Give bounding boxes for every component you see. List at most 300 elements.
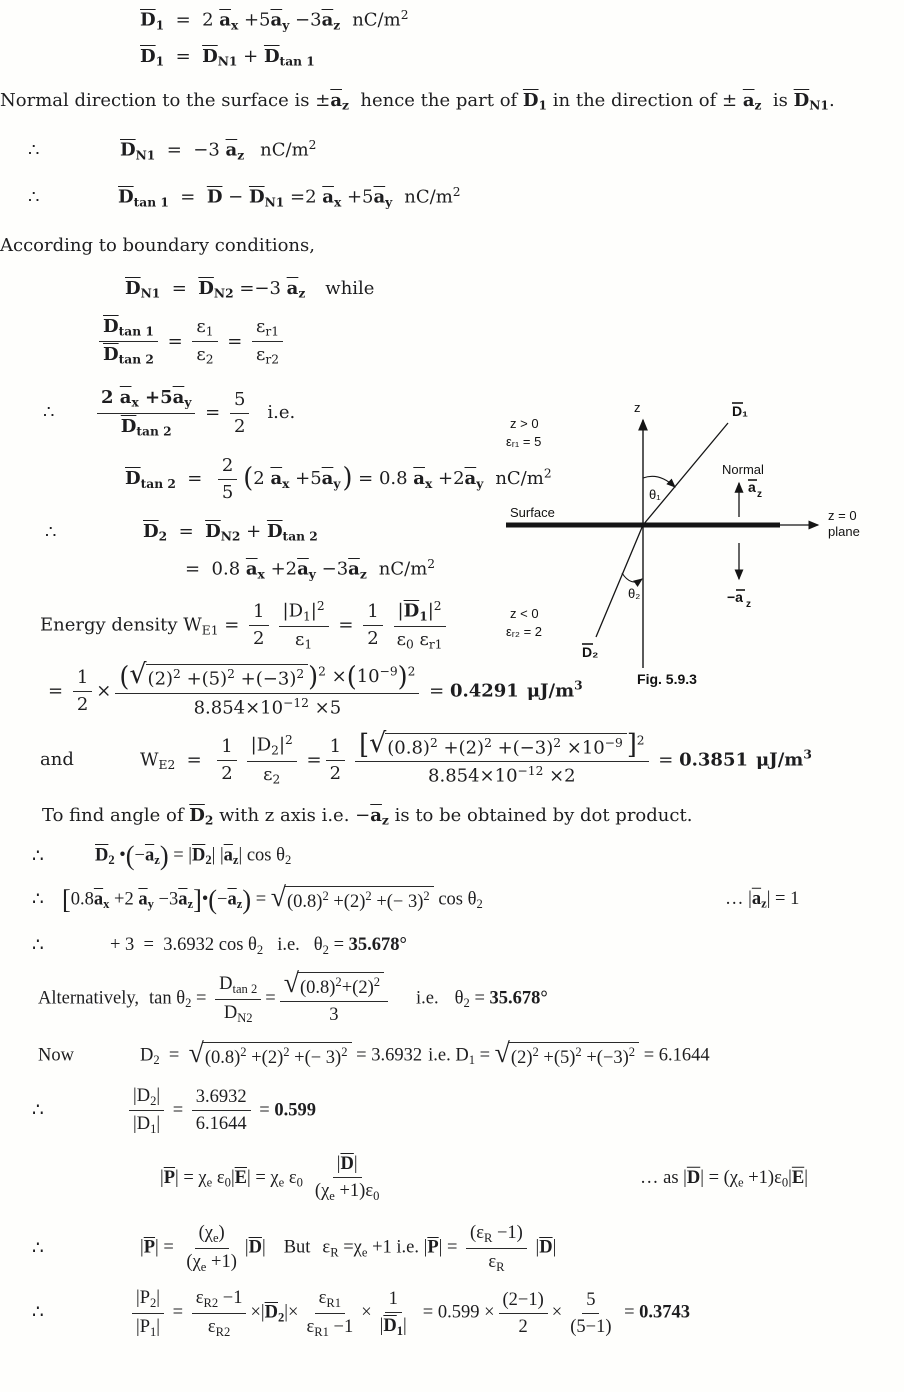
subscript: 2 — [150, 1093, 157, 1108]
math-text: = — [168, 1100, 188, 1121]
math-text: × — [551, 1302, 563, 1323]
bold-text: 0.3743 — [639, 1302, 691, 1323]
vector-symbol: $\overline{D}$ — [198, 277, 214, 299]
subscript: N1 — [217, 54, 238, 69]
vector-symbol: $\overline{D}$ — [120, 415, 137, 437]
vector-symbol: $\overline{a}$ — [321, 468, 334, 490]
math-text: To find angle of — [42, 805, 190, 827]
square-root — [129, 659, 308, 691]
figure-caption: Fig. 5.9.3 — [637, 671, 697, 687]
vector-symbol: $\overline{a}$ — [286, 277, 299, 299]
math-text: tan θ — [149, 988, 186, 1009]
fraction-denominator — [326, 761, 345, 785]
superscript: 2 — [427, 557, 436, 572]
subscript: r2 — [265, 352, 280, 367]
fraction-numerator — [582, 1289, 599, 1314]
math-text: 2 — [253, 628, 265, 649]
subscript: e — [278, 1175, 285, 1190]
math-text: i.e. — [416, 988, 439, 1009]
vector-symbol: $\overline{a}$ — [93, 888, 104, 909]
side-note — [725, 887, 799, 911]
fraction — [326, 736, 345, 784]
vector-symbol: $\overline{E}$ — [791, 1167, 805, 1188]
subscript: tan 1 — [133, 195, 169, 210]
subscript: R — [496, 1259, 505, 1274]
math-text: − — [134, 845, 145, 866]
z-axis-label: z — [634, 400, 641, 415]
math-text: = — [619, 1302, 640, 1323]
math-text: −1 — [328, 1316, 354, 1337]
theta1-label: θ₁ — [649, 487, 661, 502]
subscript: 1 — [155, 18, 165, 33]
fraction-denominator — [252, 342, 283, 367]
neg-az-label: −a — [727, 589, 743, 605]
vector-symbol: $\overline{D}$ — [248, 1237, 262, 1258]
math-text: +(2) — [246, 1048, 284, 1069]
fraction — [252, 316, 283, 368]
math-text: 0.8 — [70, 888, 94, 909]
vector-symbol: $\overline{D}$ — [120, 139, 136, 161]
line-prefix: ∴ — [32, 935, 44, 956]
math-text: = | — [168, 845, 192, 866]
az-sub-label: z — [757, 489, 762, 500]
math-text: • — [201, 888, 209, 909]
math-text: = 2 — [164, 9, 220, 31]
fraction-numerator — [97, 387, 195, 413]
subscript: R1 — [326, 1295, 342, 1310]
vector-symbol: $\overline{a}$ — [219, 9, 231, 31]
fraction — [192, 1086, 251, 1135]
subscript: z — [232, 853, 239, 868]
big-delimiter: ] — [626, 729, 637, 761]
vector-symbol: $\overline{D}$ — [263, 45, 280, 67]
fraction-denominator — [249, 626, 268, 650]
math-text: = 6.1644 — [639, 1045, 710, 1066]
subscript: 2 — [476, 896, 483, 911]
fraction-numerator — [385, 1288, 402, 1313]
math-text: + — [237, 45, 264, 67]
vector-symbol: $\overline{a}$ — [119, 387, 132, 409]
subscript: x — [230, 18, 239, 33]
math-text: = — [167, 521, 206, 543]
fraction-numerator — [99, 316, 158, 342]
fraction — [230, 389, 249, 437]
subscript: y — [333, 476, 341, 491]
fraction — [311, 1153, 384, 1204]
subscript: z — [154, 853, 160, 868]
para-normal-direction — [0, 84, 835, 118]
math-text: Normal direction to the surface is ± — [0, 89, 331, 111]
math-text: 1 — [388, 1288, 398, 1309]
subscript: tan 2 — [136, 424, 172, 439]
eq-p2-p1-ratio — [0, 1287, 904, 1340]
superscript: 2 — [400, 8, 409, 22]
math-text: × — [361, 1302, 372, 1323]
math-text: −3 — [153, 888, 179, 909]
d2-label: D₂ — [582, 644, 599, 660]
superscript: 2 — [240, 1045, 247, 1060]
fraction-numerator — [230, 389, 249, 414]
subscript: e — [206, 1175, 213, 1190]
math-text: with z axis i.e. − — [213, 805, 371, 827]
fraction-numerator — [247, 733, 297, 761]
subscript: z — [236, 896, 243, 911]
math-text: 3.6932 — [195, 1087, 247, 1108]
math-text: | = 1 — [766, 888, 800, 909]
superscript: −12 — [283, 695, 309, 710]
math-text: ε — [413, 628, 429, 650]
subscript: x — [282, 476, 290, 491]
radicand — [298, 972, 384, 999]
eq-dtan-ratio — [0, 316, 904, 368]
math-text: ε — [195, 1287, 204, 1308]
superscript: 2 — [296, 667, 305, 682]
vector-symbol: $\overline{a}$ — [297, 558, 309, 580]
math-text: =−3 — [233, 277, 287, 299]
subscript: 1 — [304, 637, 313, 652]
subscript: y — [308, 567, 316, 582]
math-text: +2 — [109, 888, 139, 909]
math-text: = −3 — [155, 139, 226, 161]
math-text: = — [332, 614, 360, 636]
math-text: = — [191, 988, 212, 1009]
math-text: ×10 — [561, 737, 605, 759]
superscript: 2 — [636, 733, 645, 748]
subscript: tan 2 — [232, 981, 258, 996]
fraction-denominator — [363, 626, 382, 650]
para-angle-d2 — [0, 805, 904, 829]
fraction-denominator — [376, 1313, 411, 1339]
fraction-denominator — [117, 414, 176, 439]
subscript: 2 — [205, 853, 212, 868]
fraction — [132, 1287, 164, 1340]
big-delimiter: ] — [193, 883, 202, 915]
subscript: z — [761, 896, 767, 911]
vector-symbol: $\overline{P}$ — [163, 1167, 176, 1188]
fraction-denominator — [204, 1314, 234, 1340]
subscript: E2 — [158, 757, 176, 772]
math-text: ε — [488, 1252, 497, 1273]
fraction-denominator — [302, 1314, 357, 1340]
fraction-numerator — [195, 1222, 229, 1249]
vector-symbol: $\overline{a}$ — [225, 139, 238, 161]
math-text: +1 i.e. | — [367, 1237, 428, 1258]
vector-symbol: $\overline{a}$ — [270, 468, 283, 490]
subscript: N1 — [135, 148, 156, 163]
subscript: 0 — [373, 1189, 380, 1204]
subscript: x — [103, 896, 110, 911]
math-text: = 0.8 — [352, 468, 414, 490]
subscript: N2 — [220, 529, 241, 544]
math-text: =χ — [338, 1237, 362, 1258]
math-text: (0.8) — [287, 891, 323, 912]
math-text: ×5 — [308, 697, 342, 719]
subscript: z — [359, 567, 367, 582]
subscript: N2 — [237, 1010, 253, 1025]
eq-dtan1 — [0, 185, 904, 211]
radicand — [385, 733, 627, 759]
math-text: +5 — [341, 187, 374, 209]
fraction-denominator — [129, 1111, 164, 1137]
bold-text: +5 — [138, 387, 173, 409]
fraction-numerator — [499, 1289, 548, 1314]
subscript: 0 — [405, 637, 414, 652]
vector-symbol: $\overline{D}$ — [383, 1316, 397, 1337]
math-text: |D — [250, 735, 272, 757]
math-text: +5 — [289, 468, 322, 490]
math-text: 8.854×10 — [428, 765, 518, 787]
fraction — [99, 316, 158, 368]
superscript: 2 — [335, 975, 342, 990]
math-text: Energy density W — [40, 614, 202, 636]
eq-d1-decomposition — [0, 46, 904, 70]
theta2-arc — [622, 573, 642, 582]
vector-symbol: $\overline{D}$ — [206, 187, 223, 209]
math-text: | cos θ — [238, 845, 285, 866]
fraction-denominator — [217, 761, 236, 785]
fraction — [355, 727, 648, 788]
bold-text: 35.678° — [348, 934, 407, 955]
vector-symbol: $\overline{a}$ — [370, 805, 382, 827]
line-prefix: ∴ — [43, 401, 55, 423]
eq-we2 — [0, 727, 904, 788]
fraction-numerator — [115, 659, 419, 693]
math-text: ε — [295, 628, 305, 650]
math-text: … | — [725, 888, 752, 909]
math-text: | — [397, 600, 404, 622]
math-text: +2 — [264, 558, 298, 580]
math-text: −3 — [315, 558, 349, 580]
subscript: z — [187, 896, 194, 911]
math-text: − — [222, 187, 249, 209]
subscript: N1 — [140, 286, 161, 301]
math-text: (ε — [470, 1223, 484, 1244]
subscript: 2 — [271, 743, 279, 758]
math-text: ε — [306, 1316, 315, 1337]
neg-az-sub-label: z — [746, 599, 751, 610]
math-text: ) — [218, 1223, 225, 1244]
fraction — [218, 455, 237, 503]
math-text: θ — [313, 934, 323, 955]
vector-symbol: $\overline{a}$ — [413, 468, 425, 490]
subscript: 1 — [150, 1122, 157, 1137]
subscript: 2 — [108, 853, 115, 868]
bold-text: 0.3851 — [679, 749, 748, 771]
math-text: ε — [318, 1287, 327, 1308]
subscript: tan 2 — [140, 476, 176, 491]
radicand — [203, 1042, 352, 1070]
fraction-denominator — [99, 342, 158, 367]
fraction-denominator — [259, 762, 284, 787]
line-prefix: ∴ — [45, 521, 57, 543]
math-text: (0.8) — [299, 978, 336, 999]
math-text: |P — [136, 1316, 150, 1337]
fraction-numerator — [73, 667, 92, 692]
math-text: +1)ε — [334, 1181, 374, 1202]
vector-symbol: $\overline{D}$ — [248, 187, 265, 209]
subscript: 2 — [153, 1053, 160, 1068]
math-text: +(− 3) — [371, 891, 424, 912]
math-text: − — [217, 888, 228, 909]
math-text: ε — [284, 1167, 297, 1188]
subscript: N2 — [213, 286, 234, 301]
fraction — [302, 1287, 357, 1340]
math-text: i.e. D — [428, 1045, 469, 1066]
fraction — [192, 1287, 247, 1340]
vector-symbol: $\overline{D}$ — [95, 845, 109, 866]
math-text: = 0.8 — [185, 558, 246, 580]
fraction-denominator — [192, 342, 217, 367]
subscript: z — [237, 148, 245, 163]
superscript: −12 — [517, 764, 544, 779]
d1-label: D₁ — [732, 403, 748, 419]
para-boundary-conditions — [0, 235, 904, 258]
math-text: +(−3) — [491, 737, 554, 759]
vector-symbol: $\overline{a}$ — [223, 845, 233, 866]
math-text: ε — [212, 1167, 225, 1188]
region2-eps-label: εᵣ₂ = 2 — [506, 624, 543, 639]
subscript: 2 — [204, 814, 214, 829]
math-text: 1 — [329, 736, 342, 758]
subscript: 1 — [303, 609, 311, 624]
superscript: 2 — [628, 1045, 636, 1060]
subscript: x — [333, 195, 342, 210]
subscript: 2 — [272, 772, 281, 787]
superscript: 2 — [543, 466, 552, 481]
math-text: ×2 — [543, 765, 576, 787]
figure-svg — [482, 386, 904, 694]
math-text: . — [828, 89, 835, 111]
subscript: 1 — [205, 324, 214, 339]
superscript: 2 — [575, 1045, 582, 1060]
superscript: 2 — [283, 1045, 290, 1060]
superscript: 2 — [316, 598, 325, 613]
math-text: (0.8) — [204, 1048, 241, 1069]
math-text: 1 — [367, 601, 379, 623]
bold-text: μJ/m — [526, 680, 575, 702]
square-root — [494, 1038, 639, 1070]
region1-z-label: z > 0 — [510, 416, 539, 431]
eq-d2-d1-ratio — [0, 1085, 904, 1138]
subscript: e — [738, 1175, 744, 1190]
superscript: 2 — [322, 888, 329, 903]
math-text: 2 — [221, 454, 234, 476]
fraction-denominator — [132, 1314, 164, 1340]
superscript: −9 — [604, 735, 623, 750]
vector-symbol: $\overline{D}$ — [340, 1154, 354, 1175]
math-text: ε — [256, 315, 266, 337]
vector-symbol: $\overline{a}$ — [144, 845, 155, 866]
math-text: × — [325, 666, 347, 688]
bold-text: 35.678° — [489, 988, 548, 1009]
big-delimiter: ) — [397, 660, 408, 693]
subscript: R — [330, 1245, 339, 1260]
math-text: +(5) — [538, 1048, 576, 1069]
fraction-denominator — [424, 762, 580, 787]
superscript: 2 — [285, 733, 293, 748]
math-text: | = (χ — [700, 1167, 739, 1188]
superscript: 3 — [803, 747, 812, 762]
subscript: z — [754, 98, 762, 113]
math-text: | — [403, 1316, 407, 1337]
math-text: (2−1) — [502, 1289, 544, 1310]
eq-d1-components — [0, 8, 904, 34]
big-delimiter: [ — [359, 729, 370, 761]
d2-vector-line — [596, 525, 643, 637]
fraction-numerator — [218, 455, 237, 480]
math-text: W — [140, 749, 159, 771]
square-root — [369, 727, 627, 759]
math-text: | — [310, 600, 317, 622]
math-text: = — [265, 988, 276, 1009]
math-text: = — [161, 330, 189, 352]
math-text: = — [48, 680, 69, 702]
vector-symbol: $\overline{a}$ — [742, 89, 755, 111]
surface-label: Surface — [510, 505, 555, 520]
math-text: −3 — [289, 9, 322, 31]
math-text: | | — [211, 845, 224, 866]
subscript: 2 — [185, 996, 192, 1011]
math-text: | — [379, 1316, 384, 1337]
subscript: tan 1 — [279, 54, 315, 69]
subscript: 2 — [150, 1295, 157, 1310]
math-text: (χ — [198, 1223, 213, 1244]
square-root — [283, 968, 384, 1000]
eq-dot-product-expanded — [0, 881, 904, 915]
math-text: +1) — [206, 1252, 237, 1273]
subscript: R2 — [215, 1324, 231, 1339]
radicand — [509, 1042, 639, 1070]
side-note — [640, 1166, 808, 1190]
math-text: | — [261, 1237, 266, 1258]
fraction — [182, 1222, 240, 1275]
big-delimiter: ( — [346, 660, 357, 693]
fraction-denominator — [325, 1002, 342, 1026]
subscript: x — [424, 476, 433, 491]
math-text: = — [164, 45, 203, 67]
math-text: 2 — [367, 628, 379, 649]
math-text: = — [175, 468, 214, 490]
vector-symbol: $\overline{D}$ — [202, 45, 218, 67]
math-text: = — [328, 934, 349, 955]
vector-symbol: $\overline{D}$ — [266, 521, 283, 543]
math-text: | — [244, 1237, 249, 1258]
fraction-numerator — [249, 601, 268, 626]
math-text: nC/m — [404, 187, 453, 209]
radical-sign: √ — [270, 881, 286, 913]
math-text: +1)ε — [743, 1167, 782, 1188]
eq-dn1 — [0, 138, 904, 164]
big-delimiter: [ — [62, 883, 71, 915]
fraction-denominator — [192, 1111, 251, 1135]
math-text: cos θ — [433, 888, 477, 909]
math-text: | — [788, 1167, 792, 1188]
normal-label: Normal — [722, 462, 764, 477]
vector-symbol: $\overline{a}$ — [178, 888, 188, 909]
subscript: y — [476, 476, 484, 491]
eq-theta2-alternative — [0, 968, 904, 1026]
subscript: 2 — [322, 942, 329, 957]
eq-theta2 — [0, 934, 904, 958]
vector-symbol: $\overline{a}$ — [373, 187, 386, 209]
subscript: 1 — [468, 1053, 475, 1068]
superscript: 2 — [308, 137, 317, 152]
subscript: y — [184, 395, 192, 410]
math-text: while — [325, 277, 375, 299]
math-text: nC/m — [378, 558, 428, 580]
math-text: = — [251, 888, 271, 909]
math-text: ε — [196, 315, 206, 337]
